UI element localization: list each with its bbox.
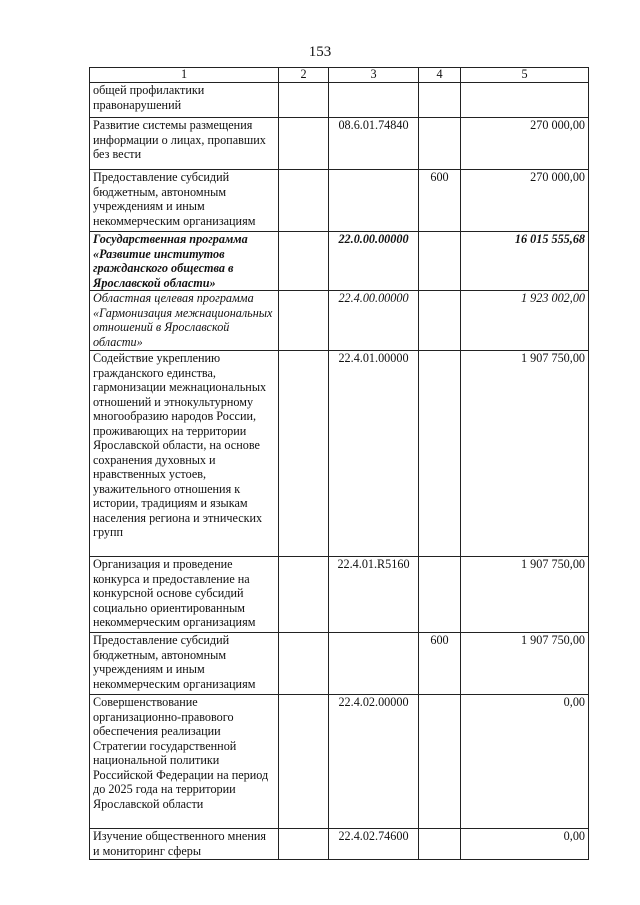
row-code: 22.4.00.00000 — [329, 291, 419, 351]
row-empty — [279, 170, 329, 232]
row-code: 22.4.01.00000 — [329, 351, 419, 557]
page-number: 153 — [308, 44, 332, 60]
row-name: Областная целевая программа «Гармонизация межнациональных отношений в Ярославской области» — [90, 291, 279, 351]
row-empty — [279, 291, 329, 351]
table-row — [90, 170, 589, 232]
row-empty — [279, 232, 329, 291]
row-name: Государственная программа «Развитие институтов гражданского общества в Ярославской области» — [90, 232, 279, 291]
row-type: 600 — [419, 633, 461, 695]
row-empty — [279, 118, 329, 170]
table-row — [90, 232, 589, 291]
table-row — [90, 351, 589, 557]
row-empty — [279, 351, 329, 557]
column-header-1: 1 — [90, 68, 279, 83]
row-name: Развитие системы размещения информации о лицах, пропавших без вести — [90, 118, 279, 170]
row-code — [329, 170, 419, 232]
column-header-2: 2 — [279, 68, 329, 83]
row-type — [419, 118, 461, 170]
row-amount: 270 000,00 — [461, 170, 589, 232]
row-type — [419, 351, 461, 557]
row-type — [419, 232, 461, 291]
row-amount: 1 923 002,00 — [461, 291, 589, 351]
row-type — [419, 829, 461, 860]
row-code: 22.4.01.R5160 — [329, 557, 419, 633]
row-name: Предоставление субсидий бюджетным, автономным учреждениям и иным некоммерческим организациям — [90, 170, 279, 232]
table-row — [90, 118, 589, 170]
row-name: Предоставление субсидий бюджетным, автономным учреждениям и иным некоммерческим организациям — [90, 633, 279, 695]
row-amount: 0,00 — [461, 695, 589, 829]
row-code: 22.4.02.74600 — [329, 829, 419, 860]
row-amount: 0,00 — [461, 829, 589, 860]
table-row — [90, 633, 589, 695]
row-code — [329, 633, 419, 695]
row-name: общей профилактики правонарушений — [90, 83, 279, 118]
row-type — [419, 291, 461, 351]
row-name: Изучение общественного мнения и мониторинг сферы — [90, 829, 279, 860]
row-empty — [279, 557, 329, 633]
column-header-5: 5 — [461, 68, 589, 83]
row-amount: 1 907 750,00 — [461, 351, 589, 557]
row-code — [329, 83, 419, 118]
row-amount: 270 000,00 — [461, 118, 589, 170]
row-empty — [279, 83, 329, 118]
row-type — [419, 83, 461, 118]
row-empty — [279, 829, 329, 860]
row-code: 22.0.00.00000 — [329, 232, 419, 291]
row-amount: 1 907 750,00 — [461, 633, 589, 695]
row-empty — [279, 695, 329, 829]
row-code: 08.6.01.74840 — [329, 118, 419, 170]
row-type: 600 — [419, 170, 461, 232]
column-header-4: 4 — [419, 68, 461, 83]
budget-table — [89, 67, 589, 860]
row-amount: 16 015 555,68 — [461, 232, 589, 291]
row-name: Содействие укреплению гражданского единства, гармонизации межнациональных отношений и этнокультурному многообразию народов России, проживающих на территории Ярославской области, на основе сохранения духовных и нравственных устоев, уважительного отношения к истории, традициям и языкам населения региона и этнических групп — [90, 351, 279, 557]
row-name: Совершенствование организационно-правового обеспечения реализации Стратегии государственной национальной политики Российской Федерации на период до 2025 года на территории Ярославской области — [90, 695, 279, 829]
table-row — [90, 695, 589, 829]
column-header-3: 3 — [329, 68, 419, 83]
table-row — [90, 829, 589, 860]
row-amount: 1 907 750,00 — [461, 557, 589, 633]
table-row — [90, 557, 589, 633]
row-name: Организация и проведение конкурса и предоставление на конкурсной основе субсидий социально ориентированным некоммерческим организациям — [90, 557, 279, 633]
row-type — [419, 557, 461, 633]
table-row — [90, 291, 589, 351]
header-row — [90, 68, 589, 83]
row-type — [419, 695, 461, 829]
row-code: 22.4.02.00000 — [329, 695, 419, 829]
row-empty — [279, 633, 329, 695]
row-amount — [461, 83, 589, 118]
table-row — [90, 83, 589, 118]
